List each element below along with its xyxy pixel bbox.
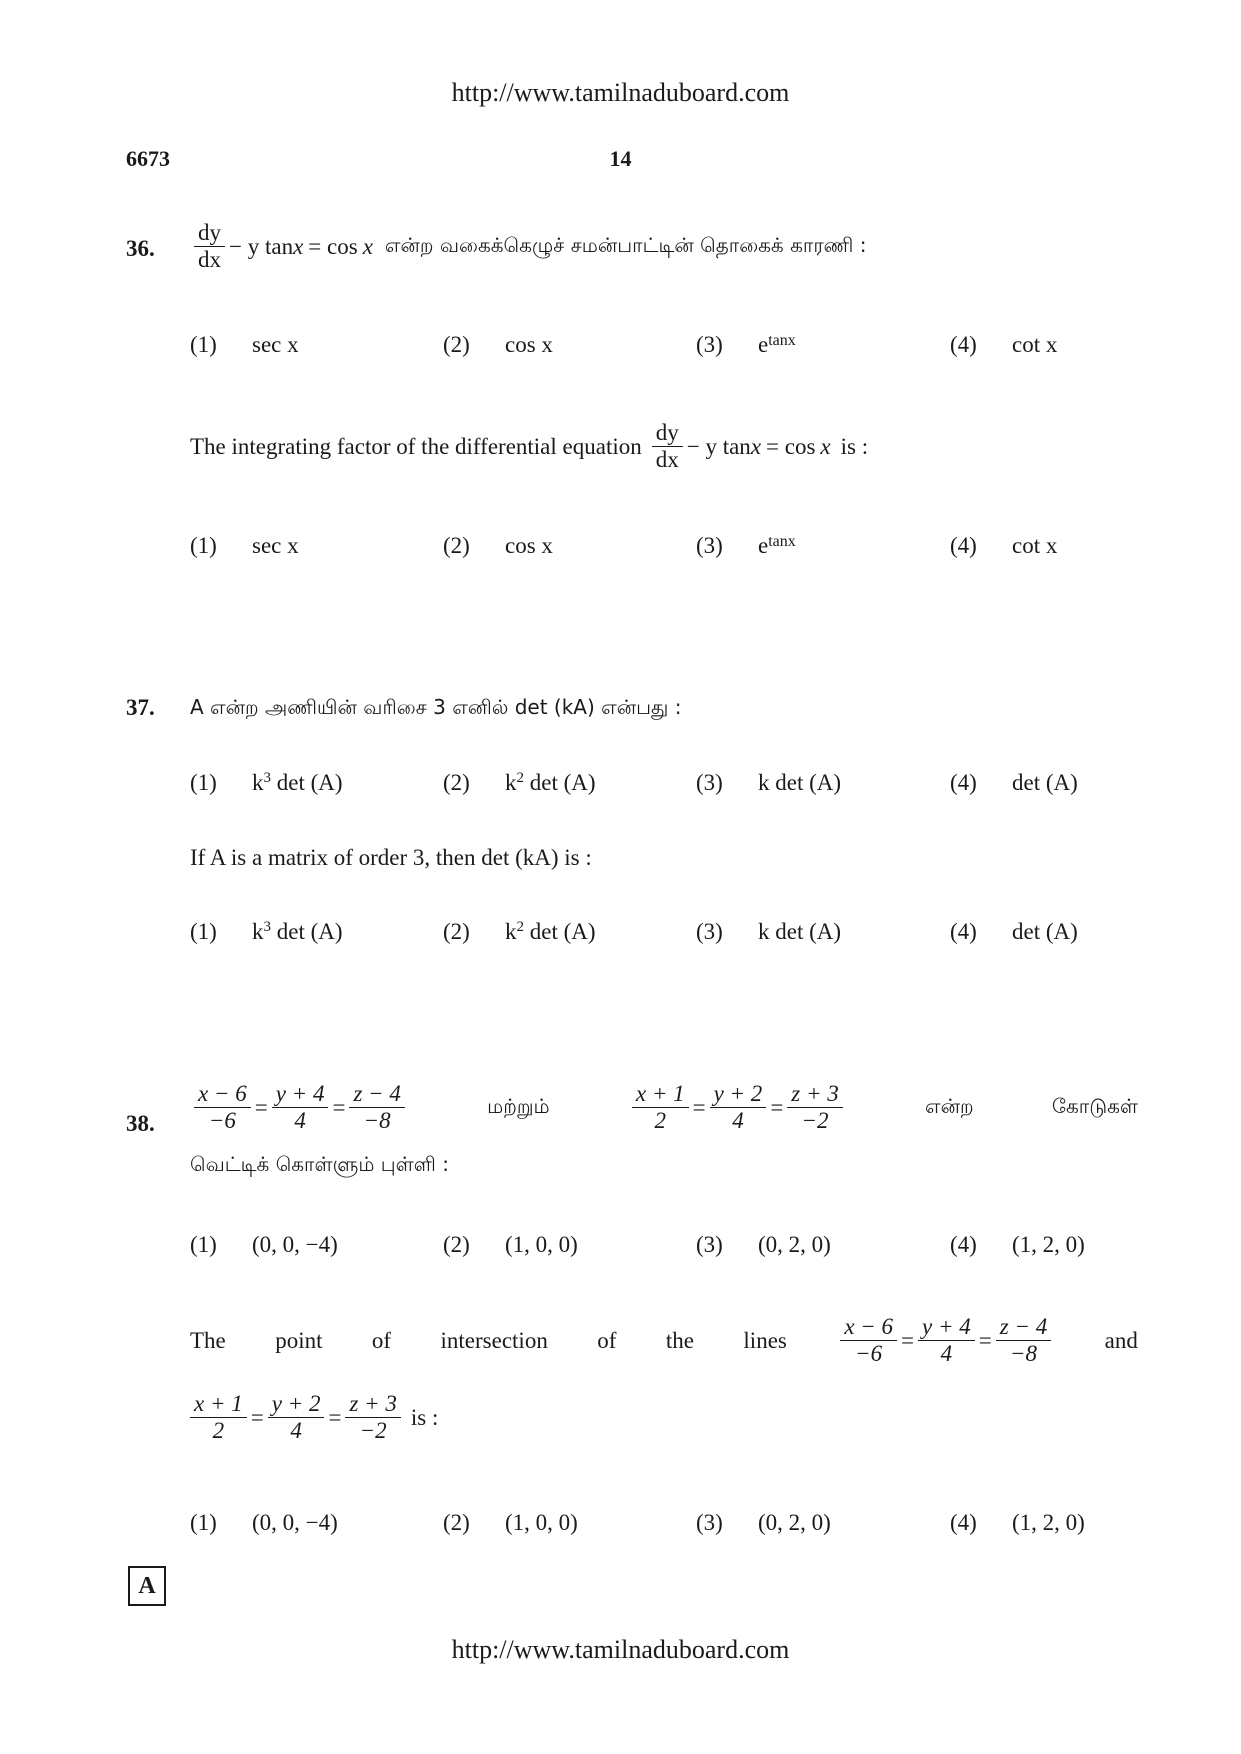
option-1: (1) sec x: [190, 332, 299, 357]
question-36-number: 36.: [126, 236, 155, 261]
option-4: (4) (1, 2, 0): [950, 1232, 1085, 1257]
header-url: http://www.tamilnaduboard.com: [451, 78, 790, 107]
option-2: (2) k 2 det (A): [443, 919, 596, 944]
option-1: (1) (0, 0, −4): [190, 1232, 338, 1257]
tamil-text: என்ற வகைக்கெழுச் சமன்பாட்டின் தொகைக் காரணி :: [384, 233, 867, 258]
footer-url: http://www.tamilnaduboard.com: [451, 1635, 790, 1664]
question-37-english: If A is a matrix of order 3, then det (kA) is :: [190, 845, 592, 870]
question-36-english: The integrating factor of the differential equation $\frac{dy}{dx}$ − y tan x = cos x is :: [190, 420, 869, 473]
option-4: (4) cot x: [950, 332, 1058, 357]
question-38-english-options: [190, 1510, 1090, 1542]
question-37-number: 37.: [126, 695, 155, 720]
line-2-equation: $\frac{x + 1}{2}$ = $\frac{y + 2}{4}$ = $\frac{z + 3}{-2}$: [628, 1081, 847, 1135]
question-38-tamil-options: [190, 1232, 1090, 1264]
question-36-tamil-options: [190, 332, 1090, 364]
option-3: (3) k det (A): [696, 770, 842, 795]
question-38-english: The point of intersection of the lines $\frac{x - 6}{-6}$ = $\frac{y + 4}{4}$ = $\frac{z - 4}{-8}$ and: [190, 1314, 1138, 1367]
option-2: (2) (1, 0, 0): [443, 1232, 578, 1257]
option-1: (1) (0, 0, −4): [190, 1510, 338, 1535]
option-3: (3) e tanx: [696, 533, 796, 558]
question-36-english-options: [190, 533, 1090, 565]
question-37-tamil: A என்ற அணியின் வரிசை 3 எனில் det (kA) என்பது :: [190, 695, 682, 719]
question-36-tamil: $\frac{dy}{dx}$ − y tan x = cos x என்ற வகைக்கெழுச் சமன்பாட்டின் தொகைக் காரணி :: [190, 220, 867, 274]
question-38-tamil: $\frac{x - 6}{-6}$ = $\frac{y + 4}{4}$ = $\frac{z - 4}{-8}$ மற்றும் $\frac{x + 1}{2}$ = $\frac{y + 2}{4}$ = $\frac{z + 3}{-2}$ என்ற கோடுகள்: [190, 1081, 1138, 1135]
option-2: (2) (1, 0, 0): [443, 1510, 578, 1535]
option-3: (3) e tanx: [696, 332, 796, 357]
line-1-equation: $\frac{x - 6}{-6}$ = $\frac{y + 4}{4}$ = $\frac{z - 4}{-8}$: [836, 1314, 1055, 1368]
option-2: (2) cos x: [443, 332, 553, 357]
option-4: (4) (1, 2, 0): [950, 1510, 1085, 1535]
option-4: (4) cot x: [950, 533, 1058, 558]
option-3: (3) (0, 2, 0): [696, 1232, 831, 1257]
option-4: (4) det (A): [950, 919, 1078, 944]
paper-code: 6673: [126, 146, 170, 171]
dy-dx-fraction: $\frac{dy}{dx}$: [194, 220, 225, 274]
option-2: (2) k 2 det (A): [443, 770, 596, 795]
page-number: 14: [609, 146, 632, 171]
line-1-equation: $\frac{x - 6}{-6}$ = $\frac{y + 4}{4}$ = $\frac{z - 4}{-8}$: [190, 1081, 409, 1135]
option-3: (3) k det (A): [696, 919, 842, 944]
option-1: (1) k 3 det (A): [190, 919, 343, 944]
question-38-number: 38.: [126, 1111, 155, 1136]
question-38-tamil-line2: வெட்டிக் கொள்ளும் புள்ளி :: [190, 1152, 449, 1176]
dy-dx-fraction: $\frac{dy}{dx}$: [652, 420, 683, 474]
option-1: (1) sec x: [190, 533, 299, 558]
option-2: (2) cos x: [443, 533, 553, 558]
option-1: (1) k 3 det (A): [190, 770, 343, 795]
question-37-tamil-options: [190, 770, 1090, 802]
option-3: (3) (0, 2, 0): [696, 1510, 831, 1535]
answer-version-box: A: [128, 1566, 166, 1606]
option-4: (4) det (A): [950, 770, 1078, 795]
question-37-english-options: [190, 919, 1090, 951]
question-38-english-line2: $\frac{x + 1}{2}$ = $\frac{y + 2}{4}$ = $\frac{z + 3}{-2}$ is :: [186, 1391, 438, 1445]
